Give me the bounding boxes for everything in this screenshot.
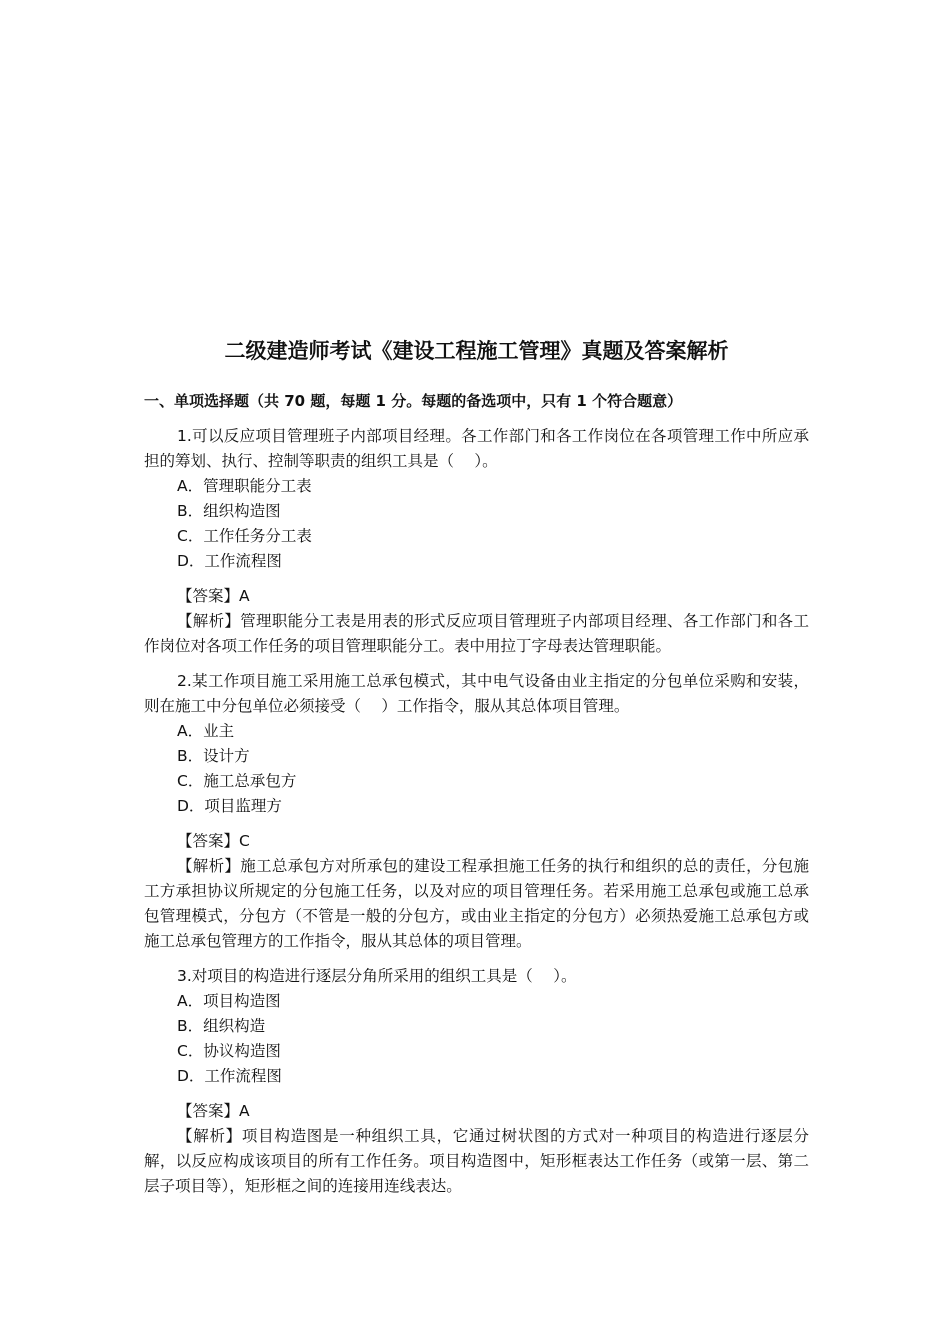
answer-block [144,1099,809,1199]
analysis-text: 【解析】施工总承包方对所承包的建设工程承担施工任务的执行和组织的总的责任，分包施工方承担协议所规定的分包施工任务，以及对应的项目管理任务。若采用施工总承包或施工总承包管理模式，分包方（不管是一般的分包方，或由业主指定的分包方）必须热爱施工总承包方或施工总承包管理方的工作指令，服从其总体的项目管理。 [144,857,809,950]
option-c: C．协议构造图 [177,1042,281,1060]
section-heading: 一、单项选择题（共 70 题，每题 1 分。每题的备选项中，只有 1 个符合题意） [144,392,683,410]
analysis-text: 【解析】管理职能分工表是用表的形式反应项目管理班子内部项目经理、各工作部门和各工作岗位对各项工作任务的项目管理职能分工。表中用拉丁字母表达管理职能。 [144,612,809,655]
option-b: B．组织构造 [177,1017,266,1035]
question-stem: 3.对项目的构造进行逐层分角所采用的组织工具是（ ）。 [177,967,577,985]
question-1 [144,424,809,659]
answer-text: 【答案】A [177,1102,250,1120]
answer-text: 【答案】C [177,832,250,850]
answer-block [144,829,809,954]
question-stem: 2.某工作项目施工采用施工总承包模式，其中电气设备由业主指定的分包单位采购和安装，则在施工中分包单位必须接受（ ）工作指令，服从其总体项目管理。 [144,672,809,715]
option-a: A．项目构造图 [177,992,281,1010]
question-3 [144,964,809,1199]
option-a: A．业主 [177,722,235,740]
option-c: C．工作任务分工表 [177,527,312,545]
option-d: D．工作流程图 [177,552,282,570]
question-stem: 1.可以反应项目管理班子内部项目经理。各工作部门和各工作岗位在各项管理工作中所应承担的筹划、执行、控制等职责的组织工具是（ ）。 [144,427,809,470]
option-b: B．组织构造图 [177,502,281,520]
document-title: 二级建造师考试《建设工程施工管理》真题及答案解析 [224,339,729,363]
question-2 [144,669,809,954]
analysis-text: 【解析】项目构造图是一种组织工具，它通过树状图的方式对一种项目的构造进行逐层分解，以反应构成该项目的所有工作任务。项目构造图中，矩形框表达工作任务（或第一层、第二层子项目等），矩形框之间的连接用连线表达。 [144,1127,809,1195]
answer-text: 【答案】A [177,587,250,605]
option-d: D．项目监理方 [177,797,282,815]
answer-block [144,584,809,659]
document-page [144,336,809,1199]
option-b: B．设计方 [177,747,250,765]
option-d: D．工作流程图 [177,1067,282,1085]
option-a: A．管理职能分工表 [177,477,312,495]
option-c: C．施工总承包方 [177,772,297,790]
